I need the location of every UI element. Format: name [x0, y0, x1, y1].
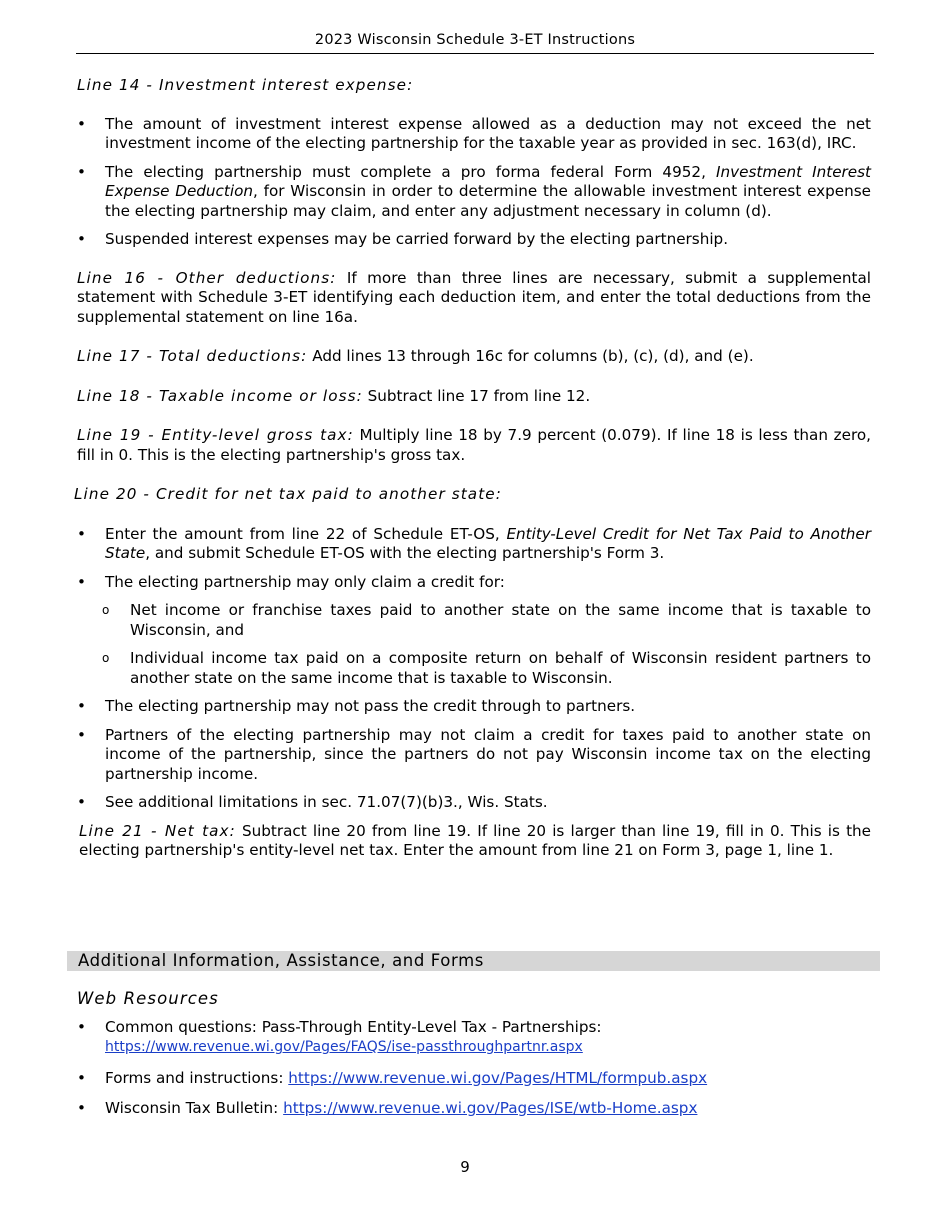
faq-link[interactable]: https://www.revenue.wi.gov/Pages/FAQS/ise-passthroughpartnr.aspx [105, 1039, 583, 1055]
forms-link[interactable]: https://www.revenue.wi.gov/Pages/HTML/formpub.aspx [288, 1068, 708, 1087]
list-item: • Common questions: Pass-Through Entity-Level Tax - Partnerships: https://www.revenue.wi.gov/Pages/FAQS/ise-passthroughpartnr.aspx [77, 1017, 602, 1055]
line18-paragraph: Line 18 - Taxable income or loss: Subtract line 17 from line 12. [77, 386, 591, 405]
line21-paragraph: Line 21 - Net tax: Subtract line 20 from line 19. If line 20 is larger than line 19, fill in 0. This is the electing partnership's entity-level net tax. Enter the amount from line 21 on Form 3, page 1, line 1. [79, 821, 872, 859]
line16-paragraph: Line 16 - Other deductions: If more than three lines are necessary, submit a supplemental statement with Schedule 3-ET identifying each deduction item, and enter the total deductions from the supplemental statement on line 16a. [77, 268, 871, 326]
list-item: • The electing partnership may only claim a credit for: [77, 572, 505, 591]
web-resources-list [77, 1018, 871, 1119]
line16-heading: Line 16 - Other deductions: [77, 268, 337, 287]
list-item: • See additional limitations in sec. 71.07(7)(b)3., Wis. Stats. [77, 793, 548, 811]
line17-heading: Line 17 - Total deductions: [77, 347, 308, 365]
bullet-icon: • [77, 793, 86, 811]
list-item: • Enter the amount from line 22 of Schedule ET-OS, Entity-Level Credit for Net Tax Paid to Another State, and submit Schedule ET-OS with the electing partnership's Form 3. [77, 524, 871, 562]
circle-bullet-icon: o [102, 651, 110, 665]
list-item: o Individual income tax paid on a composite return on behalf of Wisconsin resident partners to another state on the same income that is taxable to Wisconsin. [102, 649, 871, 687]
bullet-icon: • [77, 725, 86, 744]
bullet-icon: • [77, 697, 86, 715]
tax-bulletin-link[interactable]: https://www.revenue.wi.gov/Pages/ISE/wtb-Home.aspx [283, 1099, 698, 1117]
web-resources-heading: Web Resources [77, 989, 219, 1008]
line21-heading: Line 21 - Net tax: [79, 821, 236, 840]
list-item: • The electing partnership may not pass the credit through to partners. [77, 697, 636, 715]
list-item: • The electing partnership must complete a pro forma federal Form 4952, Investment Interest Expense Deduction, for Wisconsin in order to determine the allowable investment interest expense the electing partnership may claim, and enter any adjustment necessary in column (d). [77, 162, 871, 220]
bullet-icon: • [77, 1017, 86, 1036]
bullet-icon: • [77, 114, 86, 133]
list-item: • Wisconsin Tax Bulletin: https://www.revenue.wi.gov/Pages/ISE/wtb-Home.aspx [77, 1099, 698, 1117]
bullet-icon: • [77, 572, 86, 591]
page-number: 9 [460, 1158, 470, 1176]
list-item: o Net income or franchise taxes paid to another state on the same income that is taxable to Wisconsin, and [102, 601, 871, 639]
header-divider [76, 53, 874, 54]
line20-heading: Line 20 - Credit for net tax paid to another state: [74, 485, 502, 503]
bullet-icon: • [77, 230, 86, 248]
list-item: • Partners of the electing partnership may not claim a credit for taxes paid to another state on income of the partnership, since the partners do not pay Wisconsin income tax on the electing partnership income. [77, 725, 871, 783]
line20-list [77, 525, 871, 593]
line14-list [77, 115, 871, 250]
bullet-icon: • [77, 1068, 86, 1087]
bullet-icon: • [77, 162, 86, 181]
line19-heading: Line 19 - Entity-level gross tax: [77, 426, 354, 444]
list-item: • Forms and instructions: https://www.revenue.wi.gov/Pages/HTML/formpub.aspx [77, 1068, 708, 1087]
list-item: • Suspended interest expenses may be carried forward by the electing partnership. [77, 230, 729, 248]
section-title: Additional Information, Assistance, and Forms [78, 951, 484, 970]
line17-paragraph: Line 17 - Total deductions: Add lines 13 through 16c for columns (b), (c), (d), and (e). [77, 347, 754, 365]
line18-heading: Line 18 - Taxable income or loss: [77, 386, 363, 405]
line19-paragraph: Line 19 - Entity-level gross tax: Multiply line 18 by 7.9 percent (0.079). If line 18 is less than zero, fill in 0. This is the electing partnership's gross tax. [77, 426, 872, 464]
line20-sublist [77, 601, 871, 688]
circle-bullet-icon: o [102, 603, 110, 617]
section-heading-bar [67, 951, 880, 971]
line20-list-continued [77, 697, 871, 813]
bullet-icon: • [77, 524, 86, 543]
web-resources [77, 989, 871, 1119]
line14-heading: Line 14 - Investment interest expense: [77, 76, 414, 94]
running-header: 2023 Wisconsin Schedule 3-ET Instructions [314, 32, 636, 48]
document-body [74, 76, 872, 861]
bullet-icon: • [77, 1099, 86, 1117]
list-item: • The amount of investment interest expense allowed as a deduction may not exceed the net investment income of the electing partnership for the taxable year as provided in sec. 163(d), IRC. [77, 114, 871, 152]
